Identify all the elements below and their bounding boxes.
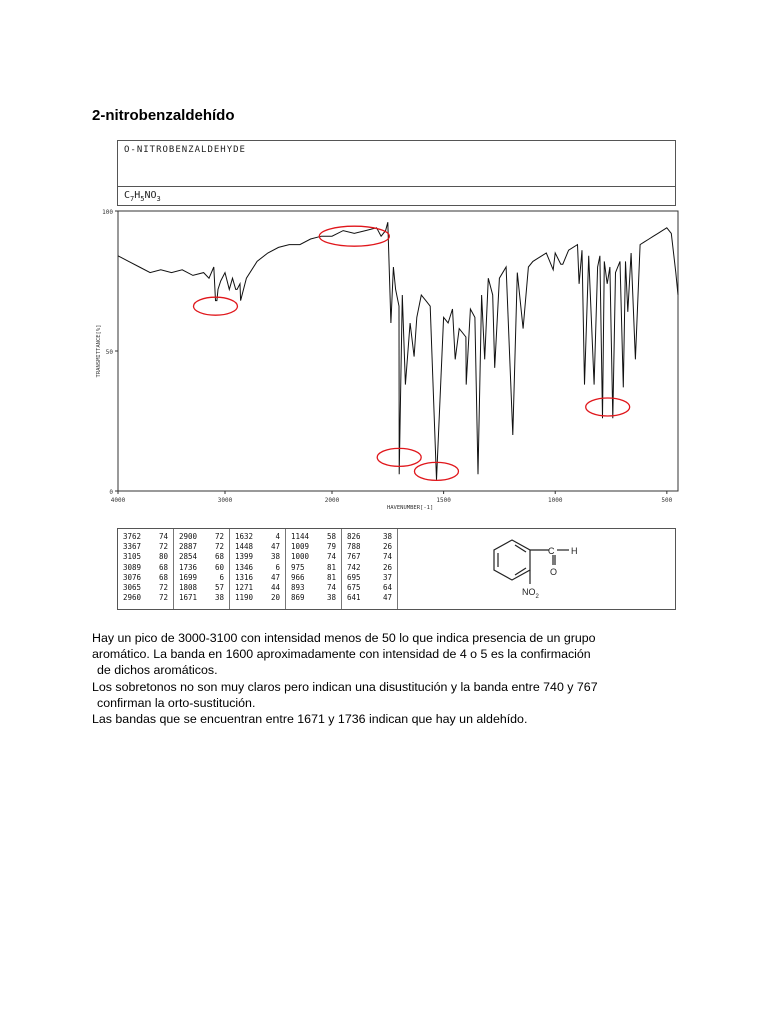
peak-column	[286, 529, 342, 609]
peak-intensity: 47	[382, 593, 392, 603]
peak-row	[230, 532, 285, 542]
peak-row	[342, 583, 397, 593]
x-tick-label: 2000	[324, 497, 340, 504]
peak-column	[342, 529, 398, 609]
peak-wavenumber: 869	[291, 593, 305, 603]
peak-intensity: 74	[158, 532, 168, 541]
peak-row	[342, 532, 397, 542]
y-tick-label: 0	[109, 489, 113, 496]
peak-intensity: 47	[270, 572, 280, 582]
peak-wavenumber: 3367	[123, 542, 142, 552]
structure-diagram	[397, 528, 676, 610]
peak-row	[286, 593, 341, 603]
peak-wavenumber: 2887	[179, 542, 198, 552]
peak-wavenumber: 1316	[235, 572, 254, 582]
peak-row	[174, 593, 229, 603]
peak-row	[118, 532, 173, 542]
paragraph-aromatic: Hay un pico de 3000-3100 con intensidad menos de 50 lo que indica presencia de un grupo aromático. La banda en 1600 aproximadamente con intensidad de 4 o 5 es la confirmación de dichos aromáticos.	[92, 631, 596, 678]
peak-intensity: 72	[158, 593, 168, 603]
peak-intensity: 68	[158, 562, 168, 572]
peak-row	[118, 573, 173, 583]
peak-wavenumber: 826	[347, 532, 361, 541]
peak-wavenumber: 1736	[179, 562, 198, 572]
peak-wavenumber: 1808	[179, 583, 198, 593]
peak-row	[286, 552, 341, 562]
x-tick-label: 4000	[110, 497, 126, 504]
peak-wavenumber: 2900	[179, 532, 198, 541]
peak-intensity: 81	[326, 562, 336, 572]
peak-row	[286, 573, 341, 583]
peak-wavenumber: 695	[347, 572, 361, 582]
peak-wavenumber: 641	[347, 593, 361, 603]
peak-row	[230, 583, 285, 593]
peak-wavenumber: 1271	[235, 583, 254, 593]
peak-intensity: 47	[270, 542, 280, 552]
peak-row	[342, 593, 397, 603]
peak-intensity: 72	[158, 542, 168, 552]
peak-row	[286, 583, 341, 593]
peak-intensity: 79	[326, 542, 336, 552]
molecular-formula: $C_7H_5NO_3$	[124, 190, 161, 203]
y-axis-label: TRANSMITTANCE[%]	[96, 324, 102, 378]
ir-spectrum-chart	[90, 205, 690, 525]
peak-wavenumber: 1699	[179, 572, 198, 582]
peak-column	[118, 529, 174, 609]
peak-wavenumber: 3089	[123, 562, 142, 572]
carbon-label: C	[548, 546, 555, 556]
peak-row	[342, 542, 397, 552]
compound-name: O-NITROBENZALDEHYDE	[124, 145, 246, 155]
explanation-text	[92, 630, 692, 727]
peak-wavenumber: 788	[347, 542, 361, 552]
peak-intensity: 72	[214, 542, 224, 552]
peak-wavenumber: 2854	[179, 552, 198, 562]
peak-wavenumber: 767	[347, 552, 361, 562]
oxygen-label: O	[550, 567, 558, 577]
benzene-ring-icon	[494, 540, 569, 584]
peak-row	[174, 573, 229, 583]
peak-wavenumber: 893	[291, 583, 305, 593]
peak-wavenumber: 1009	[291, 542, 310, 552]
peak-intensity: 81	[326, 572, 336, 582]
peak-wavenumber: 1632	[235, 532, 254, 541]
peak-intensity: 58	[326, 532, 336, 541]
peak-wavenumber: 675	[347, 583, 361, 593]
peak-row	[118, 552, 173, 562]
peak-wavenumber: 1399	[235, 552, 254, 562]
spectrum-header	[117, 140, 676, 206]
peak-intensity: 68	[158, 572, 168, 582]
peak-row	[286, 563, 341, 573]
peak-row	[286, 532, 341, 542]
peak-wavenumber: 1000	[291, 552, 310, 562]
paragraph-aldehyde: Las bandas que se encuentran entre 1671 y 1736 indican que hay un aldehído.	[92, 712, 528, 727]
peak-intensity: 26	[382, 542, 392, 552]
peak-wavenumber: 2960	[123, 593, 142, 603]
peak-row	[342, 573, 397, 583]
peak-wavenumber: 966	[291, 572, 305, 582]
peak-row	[230, 552, 285, 562]
peak-intensity: 4	[275, 532, 280, 541]
peak-row	[342, 552, 397, 562]
peak-wavenumber: 1671	[179, 593, 198, 603]
peak-row	[342, 563, 397, 573]
x-tick-label: 3000	[217, 497, 233, 504]
peak-intensity: 72	[214, 532, 224, 541]
y-tick-label: 100	[102, 209, 113, 216]
annotation-ellipse	[586, 398, 630, 416]
peak-intensity: 38	[326, 593, 336, 603]
header-divider	[118, 186, 675, 187]
peak-intensity: 57	[214, 583, 224, 593]
peak-intensity: 6	[275, 562, 280, 572]
peak-intensity: 74	[326, 552, 336, 562]
x-tick-label: 1000	[547, 497, 563, 504]
peak-wavenumber: 1346	[235, 562, 254, 572]
peak-intensity: 80	[158, 552, 168, 562]
peak-wavenumber: 1190	[235, 593, 254, 603]
peak-row	[174, 532, 229, 542]
peak-intensity: 74	[326, 583, 336, 593]
peak-intensity: 74	[382, 552, 392, 562]
peak-wavenumber: 3105	[123, 552, 142, 562]
paragraph-overtones: Los sobretonos no son muy claros pero indican una disustitución y la banda entre 740 y 767 confirman la orto-sustitución.	[92, 679, 598, 710]
peak-wavenumber: 975	[291, 562, 305, 572]
peak-intensity: 68	[214, 552, 224, 562]
peak-intensity: 38	[270, 552, 280, 562]
peak-wavenumber: 3065	[123, 583, 142, 593]
peak-intensity: 72	[158, 583, 168, 593]
peak-row	[230, 573, 285, 583]
peak-intensity: 38	[214, 593, 224, 603]
peak-row	[174, 542, 229, 552]
peak-intensity: 20	[270, 593, 280, 603]
peak-row	[174, 552, 229, 562]
x-axis-label: HAVENUMBER[-1]	[386, 505, 434, 511]
page-title: 2-nitrobenzaldehído	[92, 107, 235, 124]
peak-column	[174, 529, 230, 609]
peak-row	[230, 563, 285, 573]
nitro-label: $NO_2$	[522, 587, 539, 600]
peak-intensity: 44	[270, 583, 280, 593]
peak-wavenumber: 3762	[123, 532, 142, 541]
peak-intensity: 38	[382, 532, 392, 541]
peak-column	[230, 529, 286, 609]
peak-wavenumber: 742	[347, 562, 361, 572]
x-tick-label: 500	[661, 497, 673, 504]
peak-row	[118, 593, 173, 603]
peak-row	[118, 563, 173, 573]
peak-wavenumber: 3076	[123, 572, 142, 582]
peak-row	[118, 583, 173, 593]
peak-row	[286, 542, 341, 552]
spectrum-line	[118, 222, 678, 480]
peak-intensity: 60	[214, 562, 224, 572]
peak-row	[174, 583, 229, 593]
peak-wavenumber: 1144	[291, 532, 310, 541]
peak-intensity: 64	[382, 583, 392, 593]
peak-intensity: 37	[382, 572, 392, 582]
peak-row	[174, 563, 229, 573]
peak-intensity: 26	[382, 562, 392, 572]
peak-wavenumber: 1448	[235, 542, 254, 552]
x-tick-label: 1500	[436, 497, 451, 504]
peak-row	[118, 542, 173, 552]
aldehyde-h-label: H	[571, 546, 578, 556]
peak-row	[230, 593, 285, 603]
y-tick-label: 50	[105, 349, 113, 356]
peak-intensity: 6	[219, 572, 224, 582]
peak-row	[230, 542, 285, 552]
